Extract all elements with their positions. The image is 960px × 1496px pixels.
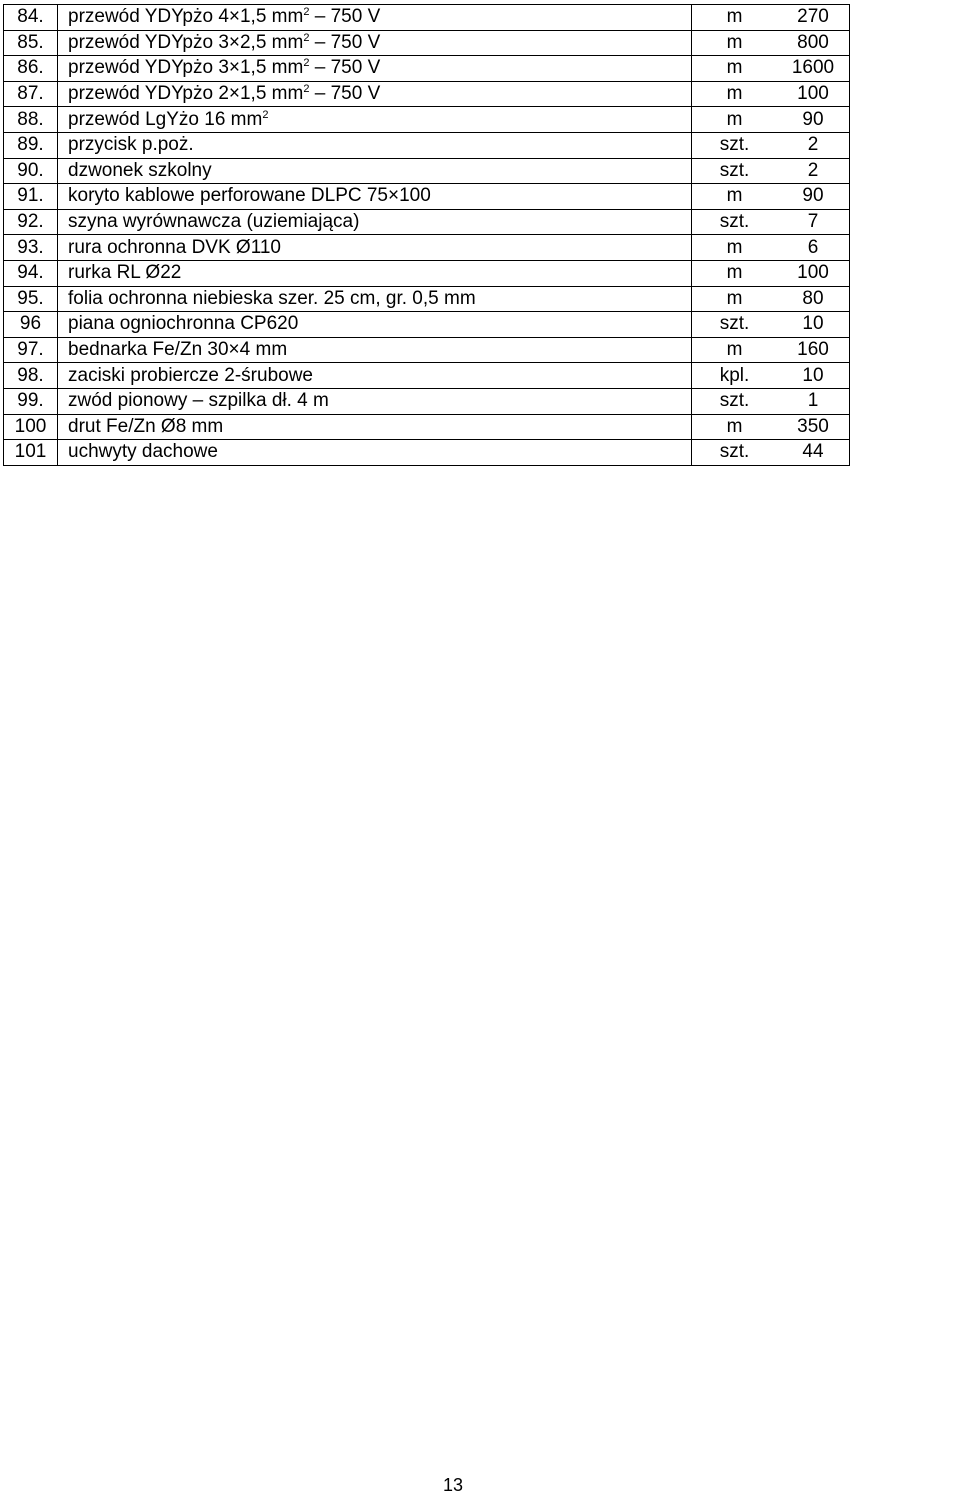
- item-name: [58, 81, 692, 107]
- item-name: [58, 388, 692, 414]
- table-row: [4, 5, 850, 31]
- item-name-text: przewód YDYpżo 3×1,5 mm: [68, 57, 304, 79]
- item-unit: m: [692, 235, 778, 261]
- item-name-text: koryto kablowe perforowane DLPC 75×100: [68, 185, 431, 207]
- item-quantity: 90: [777, 184, 850, 210]
- item-quantity: 7: [777, 209, 850, 235]
- unit-superscript: 2: [303, 57, 310, 70]
- item-number: 87.: [4, 81, 58, 107]
- item-number: 92.: [4, 209, 58, 235]
- item-name-text: zwód pionowy – szpilka dł. 4 m: [68, 390, 329, 412]
- item-quantity: 350: [777, 414, 850, 440]
- item-name-text: zaciski probiercze 2-śrubowe: [68, 364, 313, 386]
- item-quantity: 10: [777, 363, 850, 389]
- item-number: 93.: [4, 235, 58, 261]
- item-name-text: piana ogniochronna CP620: [68, 313, 299, 335]
- item-quantity: 44: [777, 440, 850, 466]
- item-name-text: drut Fe/Zn Ø8 mm: [68, 415, 224, 437]
- item-name-text: rura ochronna DVK Ø110: [68, 236, 281, 258]
- item-name: [58, 132, 692, 158]
- table-row: [4, 414, 850, 440]
- table-row: [4, 388, 850, 414]
- materials-table: [3, 4, 850, 466]
- item-number: 94.: [4, 260, 58, 286]
- item-name: [58, 158, 692, 184]
- item-number: 84.: [4, 5, 58, 31]
- item-unit: m: [692, 414, 778, 440]
- item-unit: szt.: [692, 158, 778, 184]
- item-name-text: przewód YDYpżo 2×1,5 mm: [68, 83, 304, 105]
- item-quantity: 80: [777, 286, 850, 312]
- table-row: [4, 56, 850, 82]
- table-row: [4, 337, 850, 363]
- item-unit: m: [692, 56, 778, 82]
- item-unit: m: [692, 260, 778, 286]
- item-unit: szt.: [692, 388, 778, 414]
- item-number: 86.: [4, 56, 58, 82]
- item-quantity: 2: [777, 132, 850, 158]
- item-name-suffix: – 750 V: [309, 6, 381, 28]
- item-number: 90.: [4, 158, 58, 184]
- materials-table-body: [4, 5, 850, 466]
- item-number: 95.: [4, 286, 58, 312]
- item-unit: m: [692, 107, 778, 133]
- item-name: [58, 363, 692, 389]
- item-number: 97.: [4, 337, 58, 363]
- item-unit: kpl.: [692, 363, 778, 389]
- item-name-suffix: – 750 V: [309, 57, 381, 79]
- table-row: [4, 30, 850, 56]
- item-number: 91.: [4, 184, 58, 210]
- item-quantity: 6: [777, 235, 850, 261]
- table-row: [4, 440, 850, 466]
- item-name-text: przycisk p.poż.: [68, 134, 194, 156]
- item-name: [58, 440, 692, 466]
- item-name: [58, 209, 692, 235]
- item-name: [58, 260, 692, 286]
- item-quantity: 800: [777, 30, 850, 56]
- table-row: [4, 286, 850, 312]
- item-number: 96: [4, 312, 58, 338]
- item-unit: m: [692, 184, 778, 210]
- table-row: [4, 184, 850, 210]
- table-row: [4, 235, 850, 261]
- item-number: 99.: [4, 388, 58, 414]
- item-unit: szt.: [692, 312, 778, 338]
- item-name-text: przewód YDYpżo 3×2,5 mm: [68, 31, 304, 53]
- item-name-text: szyna wyrównawcza (uziemiająca): [68, 211, 360, 233]
- item-name-text: folia ochronna niebieska szer. 25 cm, gr. 0,5 mm: [68, 287, 476, 309]
- item-unit: m: [692, 81, 778, 107]
- table-row: [4, 158, 850, 184]
- table-row: [4, 312, 850, 338]
- item-name-text: rurka RL Ø22: [68, 262, 182, 284]
- item-number: 88.: [4, 107, 58, 133]
- unit-superscript: 2: [303, 83, 310, 96]
- item-name: [58, 312, 692, 338]
- unit-superscript: 2: [262, 108, 269, 121]
- item-name: [58, 337, 692, 363]
- table-row: [4, 260, 850, 286]
- item-quantity: 2: [777, 158, 850, 184]
- item-quantity: 90: [777, 107, 850, 133]
- item-name-text: przewód YDYpżo 4×1,5 mm: [68, 6, 304, 28]
- item-name-text: przewód LgYżo 16 mm: [68, 108, 263, 130]
- item-name: [58, 5, 692, 31]
- item-quantity: 100: [777, 260, 850, 286]
- unit-superscript: 2: [303, 6, 310, 19]
- table-row: [4, 132, 850, 158]
- item-name: [58, 184, 692, 210]
- table-row: [4, 363, 850, 389]
- item-name-text: dzwonek szkolny: [68, 159, 212, 181]
- item-quantity: 10: [777, 312, 850, 338]
- item-name-suffix: – 750 V: [309, 31, 381, 53]
- item-number: 89.: [4, 132, 58, 158]
- item-name: [58, 235, 692, 261]
- page-number: 13: [442, 1475, 464, 1495]
- table-row: [4, 107, 850, 133]
- item-name: [58, 107, 692, 133]
- item-name-text: uchwyty dachowe: [68, 441, 218, 463]
- item-name: [58, 286, 692, 312]
- item-name: [58, 414, 692, 440]
- item-unit: szt.: [692, 440, 778, 466]
- item-quantity: 160: [777, 337, 850, 363]
- item-unit: m: [692, 5, 778, 31]
- item-number: 100: [4, 414, 58, 440]
- table-row: [4, 209, 850, 235]
- item-quantity: 1: [777, 388, 850, 414]
- item-unit: szt.: [692, 209, 778, 235]
- item-quantity: 100: [777, 81, 850, 107]
- item-quantity: 270: [777, 5, 850, 31]
- item-number: 98.: [4, 363, 58, 389]
- item-number: 101: [4, 440, 58, 466]
- item-number: 85.: [4, 30, 58, 56]
- item-name: [58, 30, 692, 56]
- item-name: [58, 56, 692, 82]
- item-unit: m: [692, 30, 778, 56]
- unit-superscript: 2: [303, 31, 310, 44]
- table-row: [4, 81, 850, 107]
- item-quantity: 1600: [777, 56, 850, 82]
- item-unit: m: [692, 337, 778, 363]
- item-unit: m: [692, 286, 778, 312]
- item-unit: szt.: [692, 132, 778, 158]
- item-name-text: bednarka Fe/Zn 30×4 mm: [68, 339, 288, 361]
- item-name-suffix: – 750 V: [309, 83, 381, 105]
